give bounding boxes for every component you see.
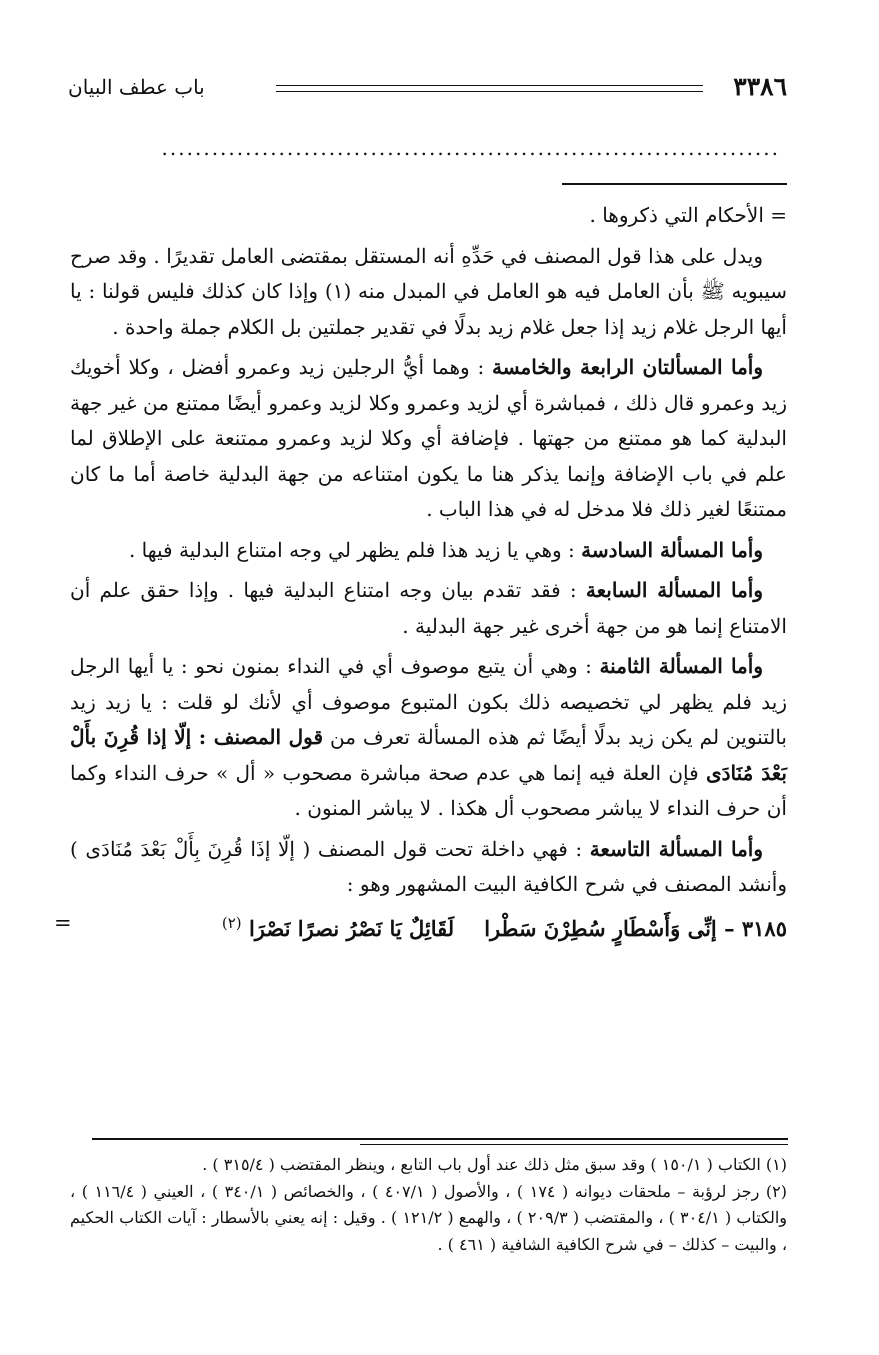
paragraph [70,350,787,528]
continuation-line: = الأحكام التي ذكروها . [589,203,787,227]
paragraph-text: فإن العلة فيه إنما هي عدم صحة مباشرة مصحوب « أل » حرف النداء وكما أن حرف النداء لا يباشر مصحوب أل هكذا . لا يباشر المنون . [70,760,787,820]
paragraph [70,573,787,644]
footnote: (٢) رجز لرؤبة – ملحقات ديوانه ( ١٧٤ ) ، والأصول ( ٤٠٧/١ ) ، والخصائص ( ٣٤٠/١ ) ، العيني ( ١١٦/٤ ) ، والكتاب ( ٣٠٤/١ ) ، والمقتضب ( ٢٠٩/٣ ) ، والهمع ( ١٢١/٢ ) . وقيل : إنه يعني بالأسطار : آيات الكتاب الحكيم ، والبيت – كذلك – في شرح الكافية الشافية ( ٤٦١ ) . [70,1181,788,1254]
footnote-rule [92,1138,788,1140]
section-heading: وأما المسألة السادسة [581,537,763,562]
paragraph [70,832,787,903]
divider-rule [562,183,787,185]
page-header [68,70,787,106]
verse-hemistich-first: إنِّى وَأَسْطَارٍ سُطِرْنَ سَطْرا [484,915,717,941]
paragraph-text: : وهما أيُّ الرجلين زيد وعمرو أفضل ، وكلا أخويك زيد وعمرو قال ذلك ، فمباشرة أي لزيد وعمرو وكلا لزيد وعمرو أيضًا ممتنع من غير جهة البدلية كما هو ممتنع من جهتها . فإضافة أي وكلا لزيد وعمرو ممتنعة على الإطلاق لما علم في باب الإضافة وإنما يذكر هنا ما يكون امتناعه من جهة البدلية خاصة أما ما كان ممتنعًا لغير ذلك فلا مدخل له في هذا الباب . [70,355,787,521]
verse-line [54,906,787,947]
running-title: باب عطف البيان [68,75,205,99]
body-text [54,198,788,946]
footnote-rule [360,1144,788,1145]
section-heading: وأما المسألة السابعة [585,578,764,602]
paragraph [70,533,787,569]
quoted-rule: قول المصنف : إلّا إذا قُرِنَ بأَلْ بَعْدَ مُنَادَى [70,725,787,785]
paragraph-text: : فقد تقدم بيان وجه امتناع البدلية فيها . وإذا حقق علم أن الامتناع إنما هو من جهة أخرى غير جهة البدلية . [70,578,787,638]
section-heading: وأما المسألة التاسعة [589,836,763,861]
footnote: (١) الكتاب ( ١٥٠/١ ) وقد سبق مثل ذلك عند أول باب التابع ، وينظر المقتضب ( ٣١٥/٤ ) . [202,1155,787,1174]
ellipsis-line: .......................................................................... [161,136,780,160]
paragraph [70,649,787,827]
paragraph-text: : فهي داخلة تحت قول المصنف ( إلّا إذَا قُرِنَ بِأَلْ بَعْدَ مُنَادَى ) وأنشد المصنف في شرح الكافية البيت المشهور وهو : [70,836,787,896]
paragraph-text: : وهي أن يتبع موصوف أي في النداء بمنون نحو : يا أيها الرجل زيد فلم يظهر لي تخصيصه ذلك بكون المتبوع موصوف أي لأنك لو قلت : يا زيد زيد بالتنوين لم يكن زيد بدلًا أيضًا ثم هذه المسألة تعرف من [70,654,787,749]
footnote-ref: (٢) [221,913,242,932]
page-number: ٣٣٨٦ [733,72,787,101]
footnotes [70,1152,787,1258]
continuation-mark: = [54,910,72,935]
verse-hemistich-second: لَقَائِلٌ يَا نَصْرُ نصرًا نَصْرَا [248,915,455,941]
verse-number: ٣١٨٥ – [724,915,787,941]
paragraph-text: : وهي يا زيد هذا فلم يظهر لي وجه امتناع البدلية فيها . [128,537,582,562]
header-rule [276,85,703,92]
section-heading: وأما المسألة الثامنة [599,654,763,678]
section-heading: وأما المسألتان الرابعة والخامسة [491,355,763,379]
paragraph: ويدل على هذا قول المصنف في حَدِّهِ أنه المستقل بمقتضى العامل تقديرًا . وقد صرح سيبويه ﷺ بأن العامل فيه هو العامل في المبدل منه (١) وإذا كان كذلك فليس قولنا : يا أيها الرجل غلام زيد إذا جعل غلام زيد بدلًا في تقدير جملتين بل الكلام جملة واحدة . [70,243,788,339]
